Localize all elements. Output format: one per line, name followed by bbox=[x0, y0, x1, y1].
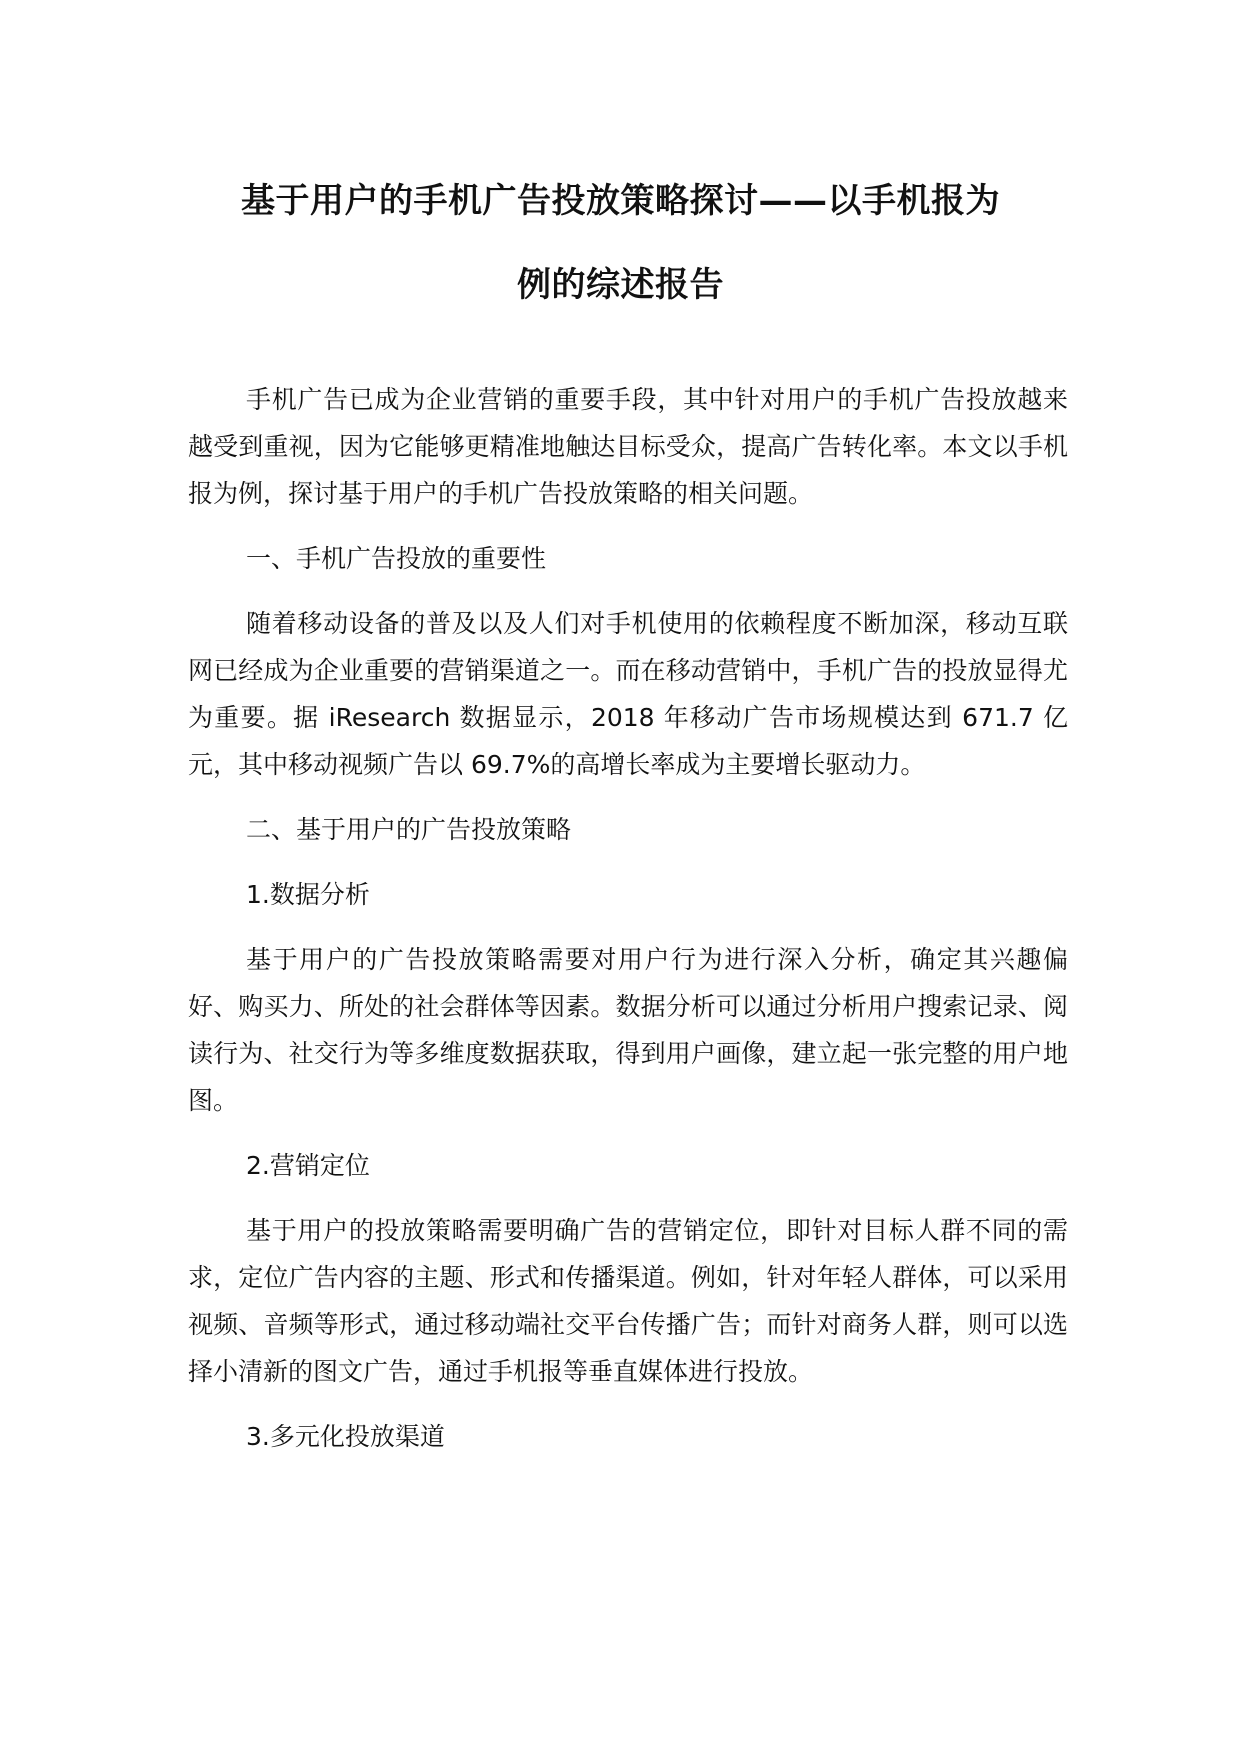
section-1-paragraph: 随着移动设备的普及以及人们对手机使用的依赖程度不断加深，移动互联网已经成为企业重要的营销渠道之一。而在移动营销中，手机广告的投放显得尤为重要。据 iResearch 数据显示，2018 年移动广告市场规模达到 671.7 亿元，其中移动视频广告以 69.7%的高增长率成为主要增长驱动力。 bbox=[188, 609, 1068, 779]
document-title-line-2: 例的综述报告 bbox=[517, 265, 724, 305]
document-title-line-1: 基于用户的手机广告投放策略探讨——以手机报为 bbox=[241, 181, 1000, 221]
subsection-2-heading: 2.营销定位 bbox=[246, 1151, 370, 1180]
subsection-2-paragraph: 基于用户的投放策略需要明确广告的营销定位，即针对目标人群不同的需求，定位广告内容的主题、形式和传播渠道。例如，针对年轻人群体，可以采用视频、音频等形式，通过移动端社交平台传播广告；而针对商务人群，则可以选择小清新的图文广告，通过手机报等垂直媒体进行投放。 bbox=[188, 1216, 1068, 1386]
document-body bbox=[188, 376, 1068, 1478]
intro-paragraph: 手机广告已成为企业营销的重要手段，其中针对用户的手机广告投放越来越受到重视，因为它能够更精准地触达目标受众，提高广告转化率。本文以手机报为例，探讨基于用户的手机广告投放策略的相关问题。 bbox=[188, 385, 1068, 508]
subsection-3-heading: 3.多元化投放渠道 bbox=[246, 1422, 445, 1451]
subsection-1-heading: 1.数据分析 bbox=[246, 880, 370, 909]
section-1-heading: 一、手机广告投放的重要性 bbox=[246, 544, 547, 573]
subsection-1-paragraph: 基于用户的广告投放策略需要对用户行为进行深入分析，确定其兴趣偏好、购买力、所处的社会群体等因素。数据分析可以通过分析用户搜索记录、阅读行为、社交行为等多维度数据获取，得到用户画像，建立起一张完整的用户地图。 bbox=[188, 945, 1068, 1115]
section-2-heading: 二、基于用户的广告投放策略 bbox=[246, 815, 572, 844]
